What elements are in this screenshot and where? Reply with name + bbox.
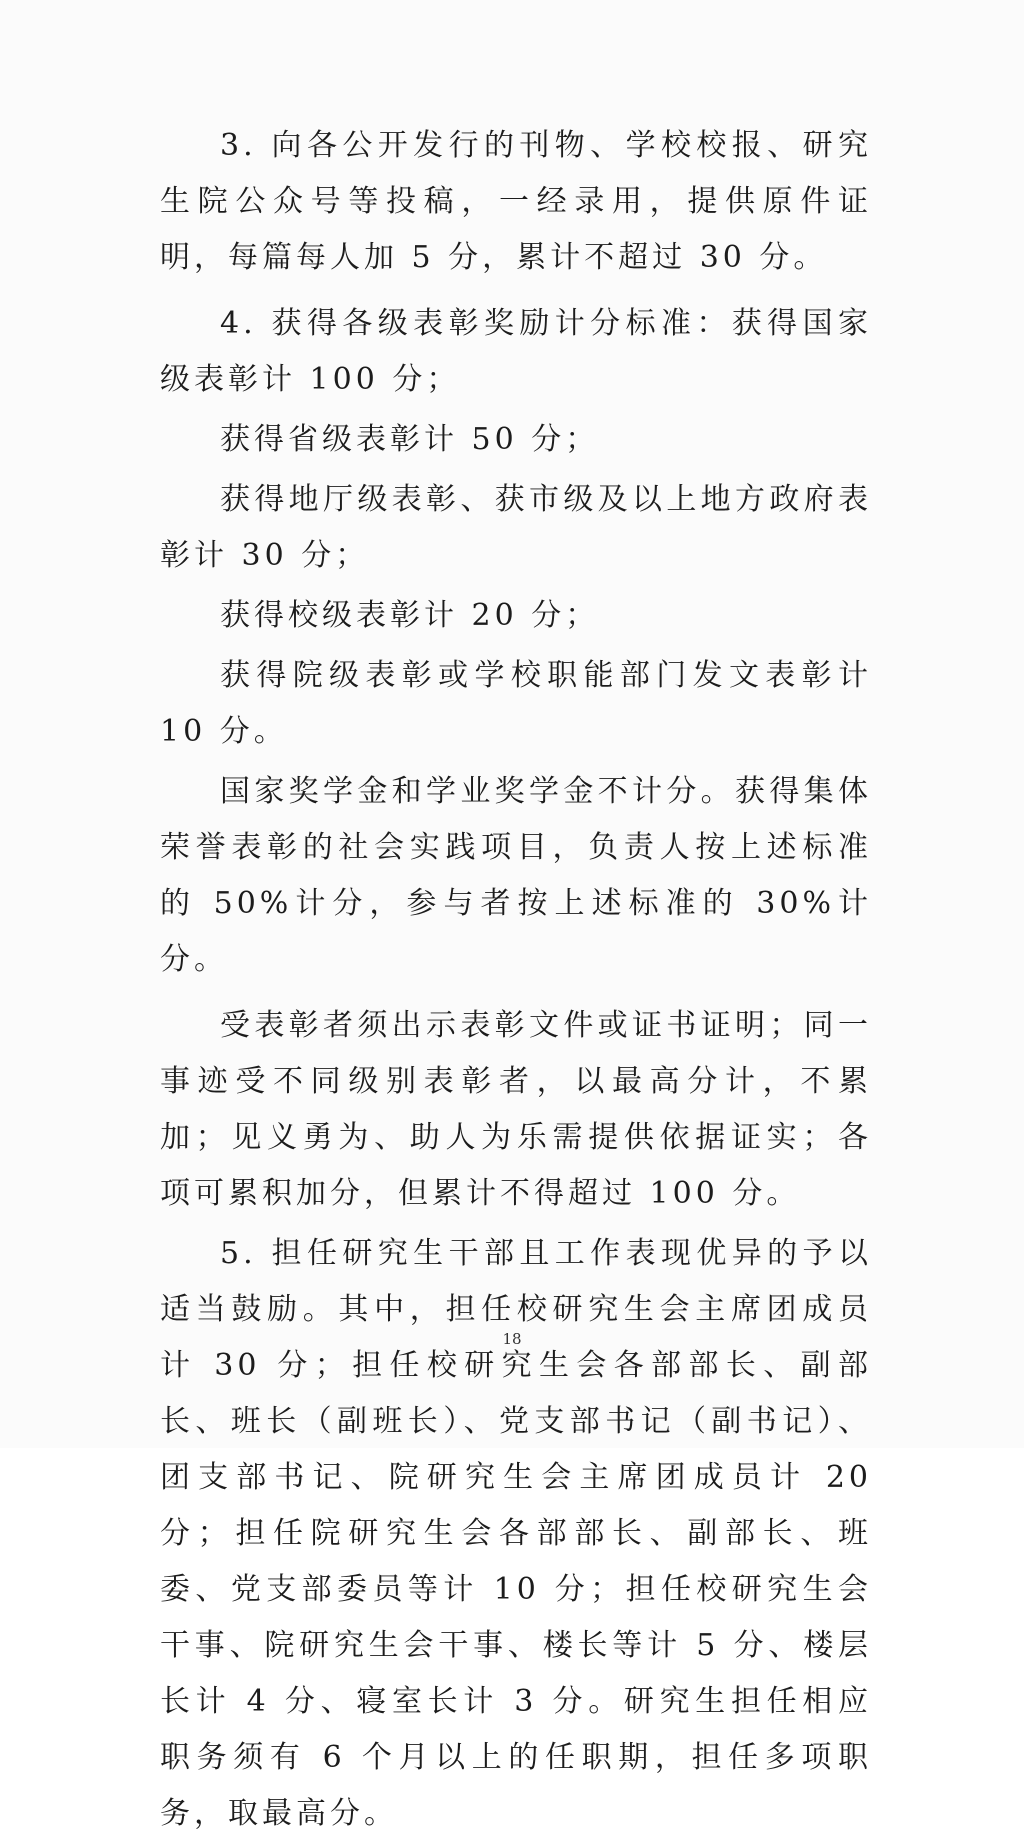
- paragraph-item-5-student-cadre: 5. 担任研究生干部且工作表现优异的予以适当鼓励。其中，担任校研究生会主席团成员计 30 分；担任校研究生会各部部长、副部长、班长（副班长）、党支部书记（副书记）、团支部书记、院研究生会主席团成员计 20 分；担任院研究生会各部部长、副部长、班委、党支部委员等计 10 分；担任校研究生会干事、院研究生会干事、楼长等计 5 分、楼层长计 4 分、寝室长计 3 分。研究生担任相应职务须有 6 个月以上的任职期，担任多项职务，取最高分。: [160, 1236, 872, 1831]
- paragraph-item-4-award-standards: 4. 获得各级表彰奖励计分标准：获得国家级表彰计 100 分；: [160, 306, 872, 397]
- paragraph-item-3-submissions: 3. 向各公开发行的刊物、学校校报、研究生院公众号等投稿，一经录用，提供原件证明，每篇每人加 5 分，累计不超过 30 分。: [160, 128, 872, 275]
- paragraph-city-award: 获得地厅级表彰、获市级及以上地方政府表彰计 30 分；: [160, 482, 872, 573]
- paragraph-proof-requirement: 受表彰者须出示表彰文件或证书证明；同一事迹受不同级别表彰者，以最高分计，不累加；见义勇为、助人为乐需提供依据证实；各项可累积加分，但累计不得超过 100 分。: [160, 1008, 872, 1211]
- document-body: [160, 118, 872, 1842]
- paragraph-scholarship-note: 国家奖学金和学业奖学金不计分。获得集体荣誉表彰的社会实践项目，负责人按上述标准的 50%计分，参与者按上述标准的 30%计分。: [160, 774, 872, 977]
- paragraph-provincial-award: 获得省级表彰计 50 分；: [220, 422, 600, 457]
- paragraph-school-award: 获得校级表彰计 20 分；: [220, 598, 600, 633]
- page-number: 18: [502, 1330, 522, 1348]
- paragraph-college-award: 获得院级表彰或学校职能部门发文表彰计 10 分。: [160, 658, 872, 749]
